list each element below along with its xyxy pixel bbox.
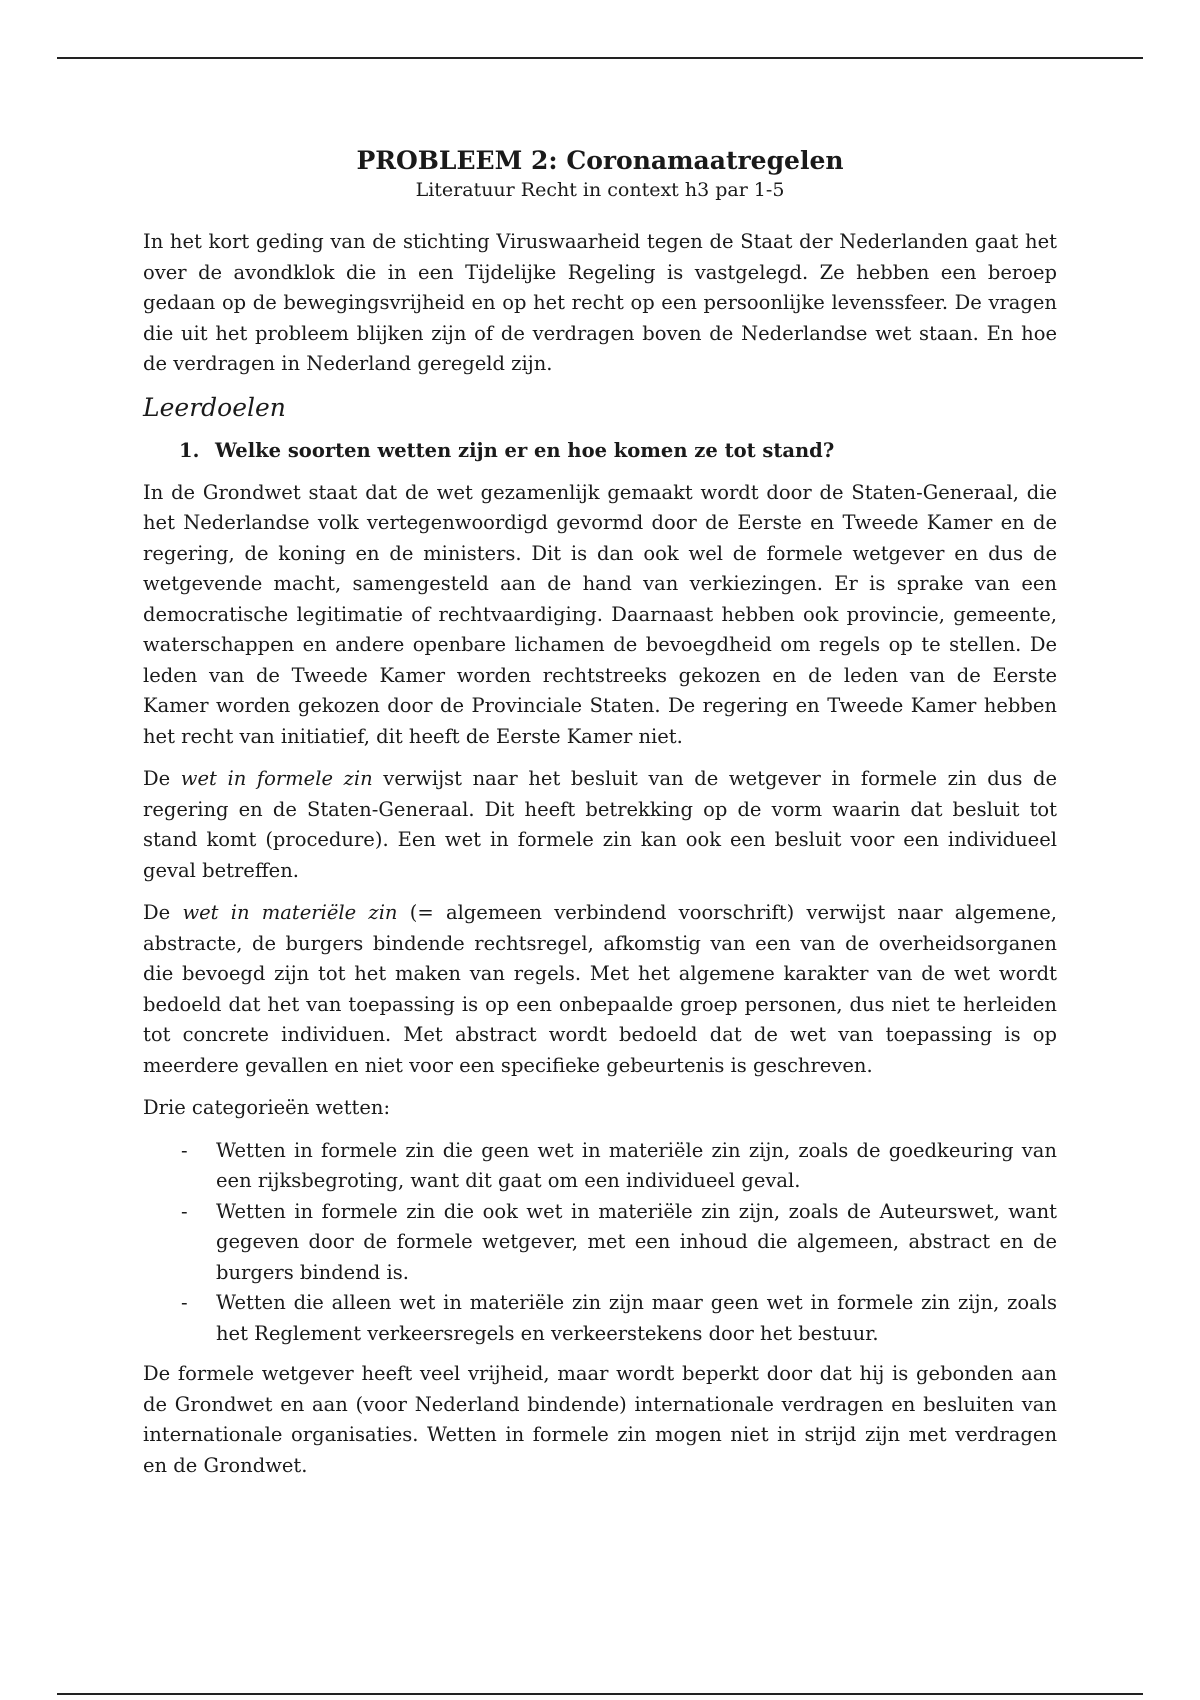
term-formele-zin: wet in formele zin [180, 767, 373, 790]
categories-list [143, 1136, 1057, 1350]
paragraph-lead: De [143, 901, 183, 924]
list-item [143, 1288, 1057, 1349]
list-item-text: Wetten in formele zin die ook wet in materiële zin zijn, zoals de Auteurswet, want gegeven door de formele wetgever, met een inhoud die algemeen, abstract en de burgers bindend is. [216, 1199, 1057, 1284]
learning-goal-1 [179, 436, 1057, 466]
paragraph-rest: verwijst naar het besluit van de wetgever in formele zin dus de regering en de Staten-Generaal. Dit heeft betrekking op de vorm waarin dat besluit tot stand komt (procedure). Een wet in formele zin kan ook een besluit voor een individueel geval betreffen. [143, 767, 1057, 882]
paragraph-materiele-zin [143, 898, 1057, 1081]
document-page [143, 145, 1057, 1493]
document-title: PROBLEEM 2: Coronamaatregelen [356, 146, 844, 175]
list-dash: - [181, 1199, 188, 1223]
list-item [143, 1197, 1057, 1289]
list-item-text: Wetten die alleen wet in materiële zin zijn maar geen wet in formele zin zijn, zoals het Reglement verkeersregels en verkeerstekens door het bestuur. [216, 1291, 1057, 1345]
document-subtitle: Literatuur Recht in context h3 par 1-5 [415, 179, 785, 201]
list-item-text: Wetten in formele zin die geen wet in materiële zin zijn, zoals de goedkeuring van een rijksbegroting, want dit gaat om een individueel geval. [216, 1138, 1057, 1192]
list-item [143, 1136, 1057, 1197]
section-heading-leerdoelen: Leerdoelen [143, 392, 286, 422]
paragraph-rest: (= algemeen verbindend voorschrift) verwijst naar algemene, abstracte, de burgers bindende rechtsregel, afkomstig van een van de overheidsorganen die bevoegd zijn tot het maken van regels. Met het algemene karakter van de wet wordt bedoeld dat het van toepassing is op een onbepaalde groep personen, dus niet te herleiden tot concrete individuen. Met abstract wordt bedoeld dat de wet van toepassing is op meerdere gevallen en niet voor een specifieke gebeurtenis is geschreven. [143, 901, 1058, 1077]
list-dash: - [181, 1291, 188, 1314]
top-rule [57, 57, 1143, 59]
intro-paragraph: In het kort geding van de stichting Viruswaarheid tegen de Staat der Nederlanden gaat het over de avondklok die in een Tijdelijke Regeling is vastgelegd. Ze hebben een beroep gedaan op de bewegingsvrijheid en op het recht op een persoonlijke levenssfeer. De vragen die uit het probleem blijken zijn of de verdragen boven de Nederlandse wet staan. En hoe de verdragen in Nederland geregeld zijn. [143, 230, 1057, 375]
list-dash: - [181, 1138, 188, 1162]
learning-goal-text: Welke soorten wetten zijn er en hoe komen ze tot stand? [215, 438, 835, 462]
paragraph-beperking: De formele wetgever heeft veel vrijheid, maar wordt beperkt door dat hij is gebonden aan de Grondwet en aan (voor Nederland bindende) internationale verdragen en besluiten van internationale organisaties. Wetten in formele zin mogen niet in strijd zijn met verdragen en de Grondwet. [143, 1362, 1057, 1477]
bottom-rule [57, 1693, 1143, 1695]
learning-goal-number: 1. [179, 438, 200, 462]
paragraph-lead: De [143, 767, 181, 790]
paragraph-wetgever: In de Grondwet staat dat de wet gezamenlijk gemaakt wordt door de Staten-Generaal, die het Nederlandse volk vertegenwoordigd gevormd door de Eerste en Tweede Kamer en de regering, de koning en de ministers. Dit is dan ook wel de formele wetgever en dus de wetgevende macht, samengesteld aan de hand van verkiezingen. Er is sprake van een democratische legitimatie of rechtvaardiging. Daarnaast hebben ook provincie, gemeente, waterschappen en andere openbare lichamen de bevoegdheid om regels op te stellen. De leden van de Tweede Kamer worden rechtstreeks gekozen en de leden van de Eerste Kamer worden gekozen door de Provinciale Staten. De regering en Tweede Kamer hebben het recht van initiatief, dit heeft de Eerste Kamer niet. [143, 480, 1057, 748]
paragraph-formele-zin [143, 764, 1057, 886]
categories-intro: Drie categorieën wetten: [143, 1096, 391, 1119]
term-materiele-zin: wet in materiële zin [182, 901, 398, 924]
